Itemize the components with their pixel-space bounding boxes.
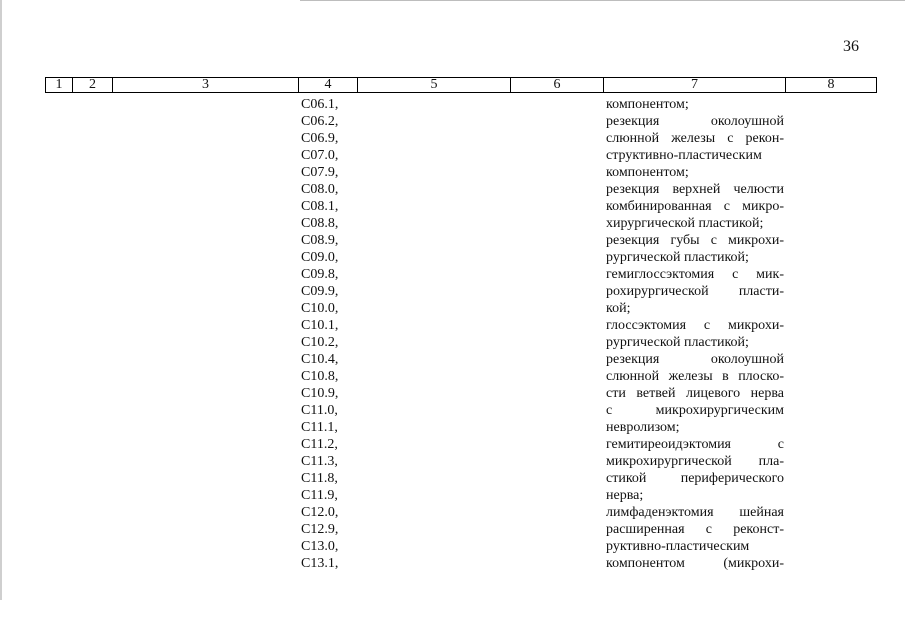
description-line: с микрохирургическим	[606, 403, 784, 418]
diagnosis-code: C10.0,	[301, 301, 339, 316]
diagnosis-code: C08.0,	[301, 182, 339, 197]
diagnosis-code: C08.8,	[301, 216, 339, 231]
description-line: лимфаденэктомия шейная	[606, 505, 784, 520]
description-line: компонентом;	[606, 97, 689, 112]
diagnosis-code: C12.0,	[301, 505, 339, 520]
diagnosis-code: C10.9,	[301, 386, 339, 401]
treatment-description-column	[606, 96, 784, 572]
diagnosis-code: C10.8,	[301, 369, 339, 384]
description-line: слюнной железы в плоско-	[606, 369, 784, 384]
diagnosis-code: C09.8,	[301, 267, 339, 282]
diagnosis-code: C10.4,	[301, 352, 339, 367]
scan-edge-left	[0, 0, 2, 600]
description-line: хирургической пластикой;	[606, 216, 764, 231]
description-line: компонентом;	[606, 165, 689, 180]
description-line: компонентом (микрохи-	[606, 556, 784, 571]
description-line: руктивно-пластическим	[606, 539, 750, 554]
description-line: расширенная с реконст-	[606, 522, 784, 537]
description-line: нерва;	[606, 488, 644, 503]
diagnosis-code: C09.9,	[301, 284, 339, 299]
column-header-2: 2	[73, 78, 113, 92]
column-header-5: 5	[358, 78, 511, 92]
description-line: резекция губы с микрохи-	[606, 233, 784, 248]
page-number: 36	[843, 38, 859, 55]
column-header-1: 1	[46, 78, 73, 92]
table-header-row	[45, 77, 877, 93]
diagnosis-code: C13.0,	[301, 539, 339, 554]
column-header-7: 7	[604, 78, 786, 92]
diagnosis-code: C11.1,	[301, 420, 338, 435]
description-line: рургической пластикой;	[606, 335, 749, 350]
description-line: рургической пластикой;	[606, 250, 749, 265]
diagnosis-code: C11.9,	[301, 488, 338, 503]
diagnosis-code: C11.2,	[301, 437, 338, 452]
description-line: гемиглоссэктомия с мик-	[606, 267, 784, 282]
diagnosis-code: C10.2,	[301, 335, 339, 350]
description-line: комбинированная с микро-	[606, 199, 784, 214]
diagnosis-code: C11.3,	[301, 454, 338, 469]
description-line: структивно-пластическим	[606, 148, 762, 163]
column-header-3: 3	[113, 78, 299, 92]
description-line: слюнной железы с рекон-	[606, 131, 784, 146]
diagnosis-code: C08.1,	[301, 199, 339, 214]
column-header-4: 4	[299, 78, 358, 92]
column-header-8: 8	[827, 77, 835, 92]
description-line: невролизом;	[606, 420, 680, 435]
description-line: сти ветвей лицевого нерва	[606, 386, 784, 401]
diagnosis-code: C06.2,	[301, 114, 339, 129]
scan-edge-top	[300, 0, 905, 1]
description-line: стикой периферического	[606, 471, 784, 486]
description-line: глоссэктомия с микрохи-	[606, 318, 784, 333]
column-header-6: 6	[511, 78, 604, 92]
description-line: рохирургической пласти-	[606, 284, 784, 299]
diagnosis-code: C10.1,	[301, 318, 339, 333]
diagnosis-codes-column	[301, 96, 361, 572]
description-line: резекция околоушной	[606, 114, 784, 129]
diagnosis-code: C06.1,	[301, 97, 339, 112]
description-line: микрохирургической пла-	[606, 454, 784, 469]
diagnosis-code: C11.8,	[301, 471, 338, 486]
description-line: резекция околоушной	[606, 352, 784, 367]
diagnosis-code: C09.0,	[301, 250, 339, 265]
diagnosis-code: C13.1,	[301, 556, 339, 571]
description-line: резекция верхней челюсти	[606, 182, 784, 197]
diagnosis-code: C07.0,	[301, 148, 339, 163]
diagnosis-code: C08.9,	[301, 233, 339, 248]
description-line: гемитиреоидэктомия с	[606, 437, 784, 452]
diagnosis-code: C06.9,	[301, 131, 339, 146]
diagnosis-code: C12.9,	[301, 522, 339, 537]
description-line: кой;	[606, 301, 631, 316]
diagnosis-code: C07.9,	[301, 165, 339, 180]
diagnosis-code: C11.0,	[301, 403, 338, 418]
